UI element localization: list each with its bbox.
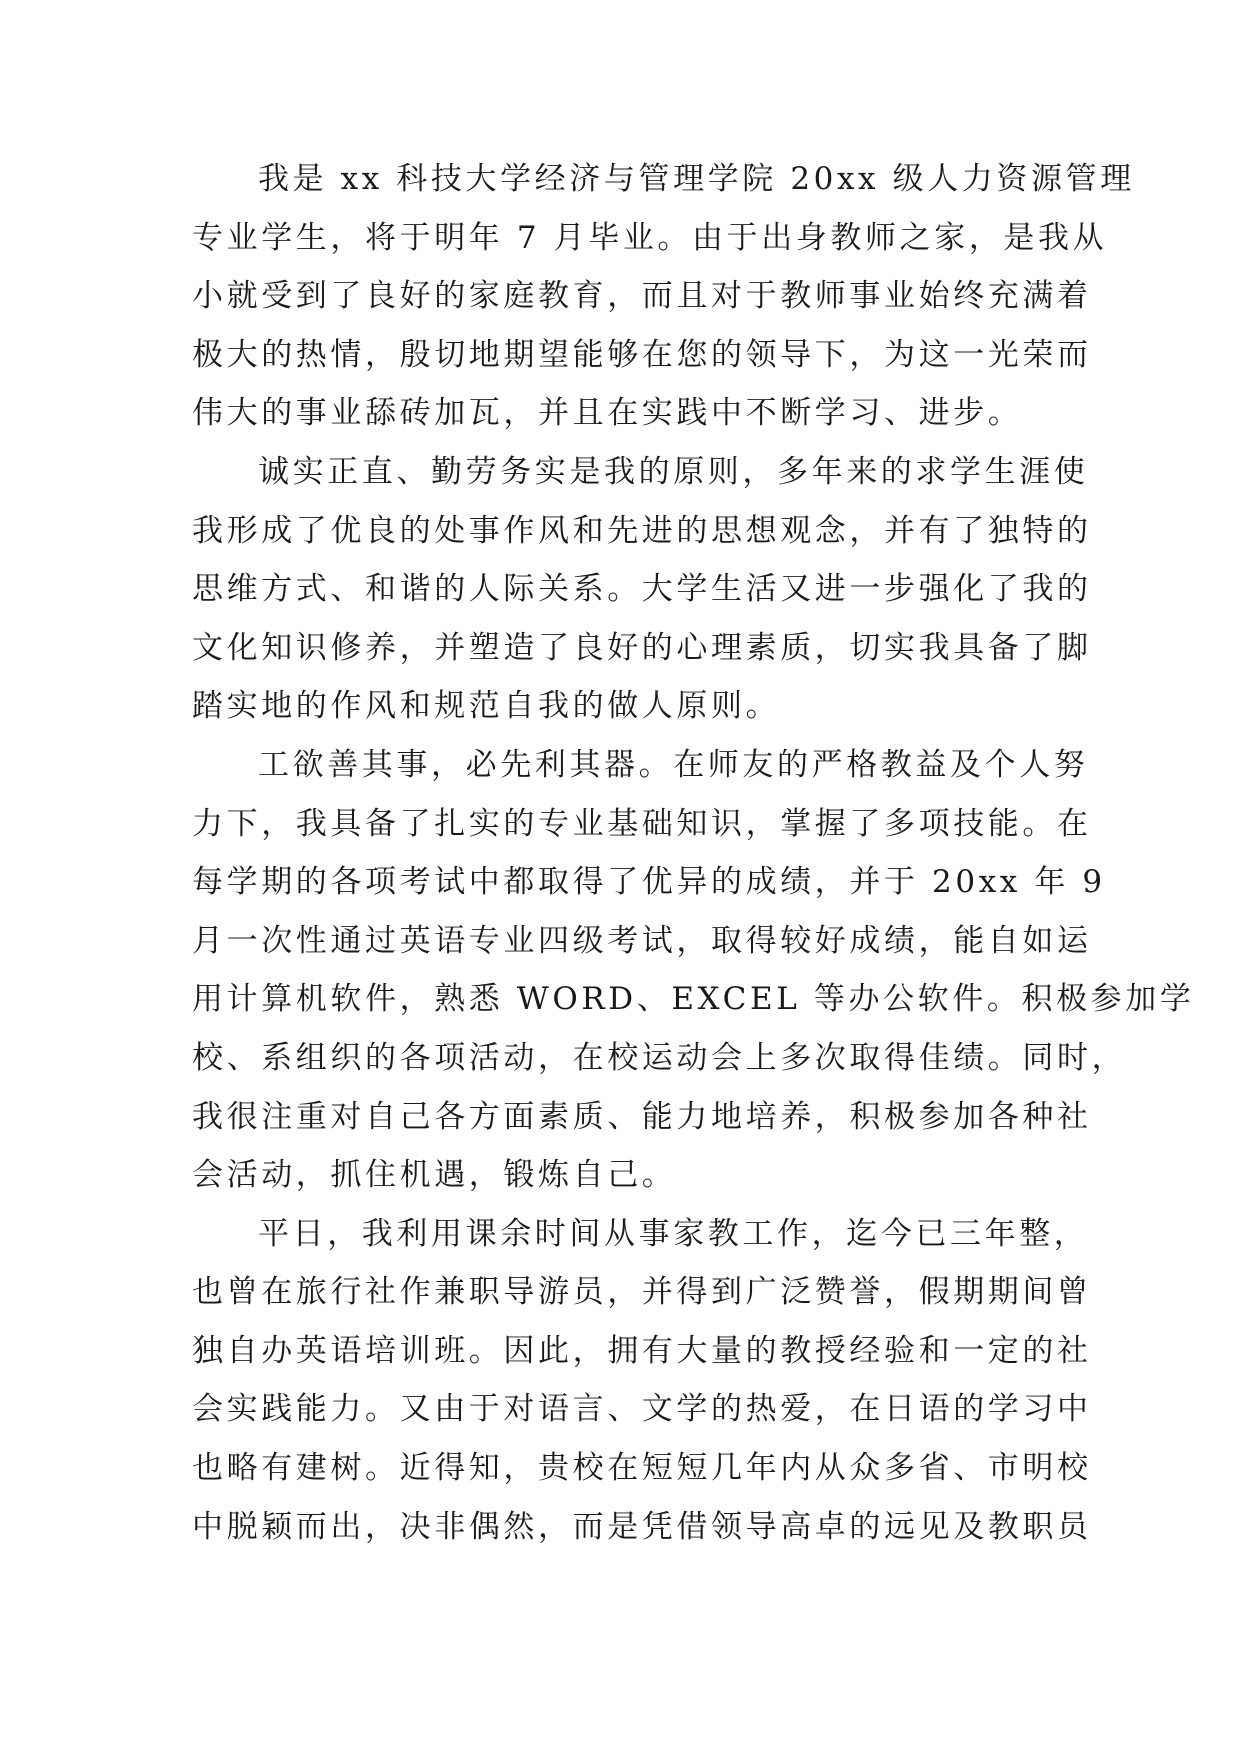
text-line: 月一次性通过英语专业四级考试，取得较好成绩，能自如运 <box>192 922 1092 959</box>
text-line: 校、系组织的各项活动，在校运动会上多次取得佳绩。同时， <box>192 1039 1127 1076</box>
text-line: 我是 xx 科技大学经济与管理学院 20xx 级人力资源管理 <box>258 161 1135 197</box>
text-line: 会实践能力。又由于对语言、文学的热爱，在日语的学习中 <box>192 1391 1092 1428</box>
text-line: 小就受到了良好的家庭教育，而且对于教师事业始终充满着 <box>192 278 1092 315</box>
text-line: 诚实正直、勤劳务实是我的原则，多年来的求学生涯使 <box>258 453 1089 490</box>
text-line: 也略有建树。近得知，贵校在短短几年内从众多省、市明校 <box>192 1450 1092 1487</box>
text-line: 工欲善其事，必先利其器。在师友的严格教益及个人努 <box>258 746 1089 783</box>
letter-body <box>192 150 1195 1556</box>
text-line: 独自办英语培训班。因此，拥有大量的教授经验和一定的社 <box>192 1332 1092 1369</box>
text-line: 文化知识修养，并塑造了良好的心理素质，切实我具备了脚 <box>192 629 1092 666</box>
paragraph-4 <box>192 1205 1092 1557</box>
text-line: 我形成了优良的处事作风和先进的思想观念，并有了独特的 <box>192 512 1092 549</box>
text-line: 每学期的各项考试中都取得了优异的成绩，并于 20xx 年 9 <box>192 864 1106 901</box>
text-line: 伟大的事业舔砖加瓦，并且在实践中不断学习、进步。 <box>192 395 1023 432</box>
paragraph-2 <box>192 443 1092 736</box>
paragraph-3 <box>192 736 1195 1205</box>
text-line: 中脱颖而出，决非偶然，而是凭借领导高卓的远见及教职员 <box>192 1508 1092 1545</box>
text-line: 力下，我具备了扎实的专业基础知识，掌握了多项技能。在 <box>192 805 1092 842</box>
text-line: 也曾在旅行社作兼职导游员，并得到广泛赞誉，假期期间曾 <box>192 1274 1092 1311</box>
text-line: 踏实地的作风和规范自我的做人原则。 <box>192 688 781 725</box>
text-line: 会活动，抓住机遇，锻炼自己。 <box>192 1157 677 1194</box>
text-line: 思维方式、和谐的人际关系。大学生活又进一步强化了我的 <box>192 571 1092 608</box>
text-line: 平日，我利用课余时间从事家教工作，迄今已三年整， <box>258 1215 1089 1252</box>
text-line: 用计算机软件，熟悉 WORD、EXCEL 等办公软件。积极参加学 <box>192 981 1195 1018</box>
text-line: 我很注重对自己各方面素质、能力地培养，积极参加各种社 <box>192 1098 1092 1135</box>
paragraph-1 <box>192 150 1135 443</box>
text-line: 极大的热情，殷切地期望能够在您的领导下，为这一光荣而 <box>192 336 1092 373</box>
text-line: 专业学生，将于明年 7 月毕业。由于出身教师之家，是我从 <box>192 219 1108 256</box>
